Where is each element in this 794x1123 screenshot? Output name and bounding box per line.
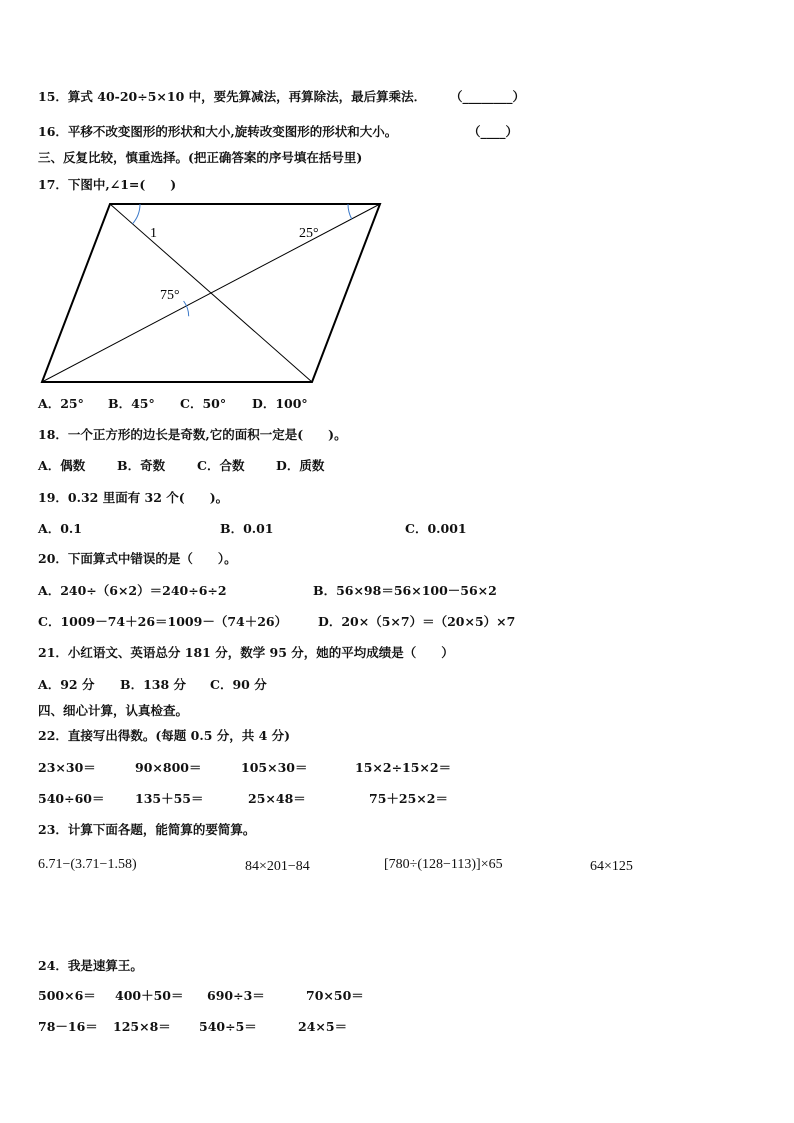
q22-text: 22．直接写出得数。(每题 0.5 分，共 4 分) — [38, 728, 291, 743]
q24-item-3: 690÷3＝ — [207, 988, 265, 1003]
q19-text: 19．0.32 里面有 32 个( )。 — [38, 490, 229, 505]
q17-option-a[interactable]: A．25° — [38, 396, 84, 411]
angle-1-label: 1 — [150, 226, 157, 241]
angle-75-arc — [184, 301, 189, 316]
q19-option-a[interactable]: A．0.1 — [38, 521, 82, 536]
angle-25-label: 25° — [299, 226, 319, 241]
q22-item-7: 25×48＝ — [248, 791, 306, 806]
q24-item-4: 70×50＝ — [306, 988, 364, 1003]
q20-option-b[interactable]: B．56×98＝56×100－56×2 — [313, 583, 497, 598]
q15-text: 15．算式 40-20÷5×10 中，要先算减法，再算除法，最后算乘法． — [38, 89, 427, 104]
q24-item-8: 24×5＝ — [298, 1019, 348, 1034]
q19-option-c[interactable]: C．0.001 — [405, 521, 467, 536]
section-4-heading: 四、细心计算，认真检查。 — [38, 703, 189, 718]
q24-item-6: 125×8＝ — [113, 1019, 171, 1034]
q23-text: 23．计算下面各题，能简算的要简算。 — [38, 822, 256, 837]
diagonal-2 — [42, 204, 380, 382]
q23-expression-1: 6.71−(3.71−1.58) — [38, 857, 137, 872]
q22-item-8: 75＋25×2＝ — [369, 791, 448, 806]
angle-25-arc — [348, 204, 352, 219]
q15-answer-bracket[interactable]: （________） — [450, 89, 526, 104]
angle-75-label: 75° — [160, 288, 180, 303]
q20-option-c[interactable]: C．1009－74＋26＝1009－（74＋26） — [38, 614, 288, 629]
q24-text: 24．我是速算王。 — [38, 958, 143, 973]
parallelogram-figure — [0, 195, 794, 405]
q20-text: 20．下面算式中错误的是（ ）。 — [38, 551, 237, 566]
q18-option-b[interactable]: B．奇数 — [117, 458, 166, 473]
q20-option-d[interactable]: D．20×（5×7）＝（20×5）×7 — [318, 614, 516, 629]
section-3-heading: 三、反复比较，慎重选择。(把正确答案的序号填在括号里) — [38, 150, 363, 165]
q18-text: 18．一个正方形的边长是奇数,它的面积一定是( )。 — [38, 427, 347, 442]
q24-item-7: 540÷5＝ — [199, 1019, 257, 1034]
q22-item-2: 90×800＝ — [135, 760, 202, 775]
q18-option-a[interactable]: A．偶数 — [38, 458, 86, 473]
q24-item-1: 500×6＝ — [38, 988, 96, 1003]
q16-text: 16．平移不改变图形的形状和大小,旋转改变图形的形状和大小。 — [38, 124, 398, 139]
q19-option-b[interactable]: B．0.01 — [220, 521, 274, 536]
q22-item-4: 15×2÷15×2＝ — [355, 760, 452, 775]
q22-item-5: 540÷60＝ — [38, 791, 105, 806]
q20-option-a[interactable]: A．240÷（6×2）＝240÷6÷2 — [38, 583, 227, 598]
q22-item-1: 23×30＝ — [38, 760, 96, 775]
q16-answer-bracket[interactable]: （____） — [468, 124, 519, 139]
q22-item-3: 105×30＝ — [241, 760, 308, 775]
q17-text: 17．下图中,∠1=( ) — [38, 177, 177, 192]
q23-expression-3: [780÷(128−113)]×65 — [384, 857, 503, 872]
q24-item-2: 400＋50＝ — [115, 988, 184, 1003]
angle-1-arc — [133, 204, 141, 224]
q23-expression-4: 64×125 — [590, 859, 633, 874]
q23-expression-2: 84×201−84 — [245, 859, 310, 874]
q17-option-d[interactable]: D．100° — [252, 396, 308, 411]
q22-item-6: 135＋55＝ — [135, 791, 204, 806]
q21-option-a[interactable]: A．92 分 — [38, 677, 95, 692]
q18-option-d[interactable]: D．质数 — [276, 458, 325, 473]
q21-option-c[interactable]: C．90 分 — [210, 677, 267, 692]
q17-option-b[interactable]: B．45° — [108, 396, 155, 411]
q21-option-b[interactable]: B．138 分 — [120, 677, 187, 692]
q21-text: 21．小红语文、英语总分 181 分，数学 95 分，她的平均成绩是（ ） — [38, 645, 454, 660]
q17-option-c[interactable]: C．50° — [180, 396, 227, 411]
q24-item-5: 78－16＝ — [38, 1019, 98, 1034]
q18-option-c[interactable]: C．合数 — [197, 458, 245, 473]
